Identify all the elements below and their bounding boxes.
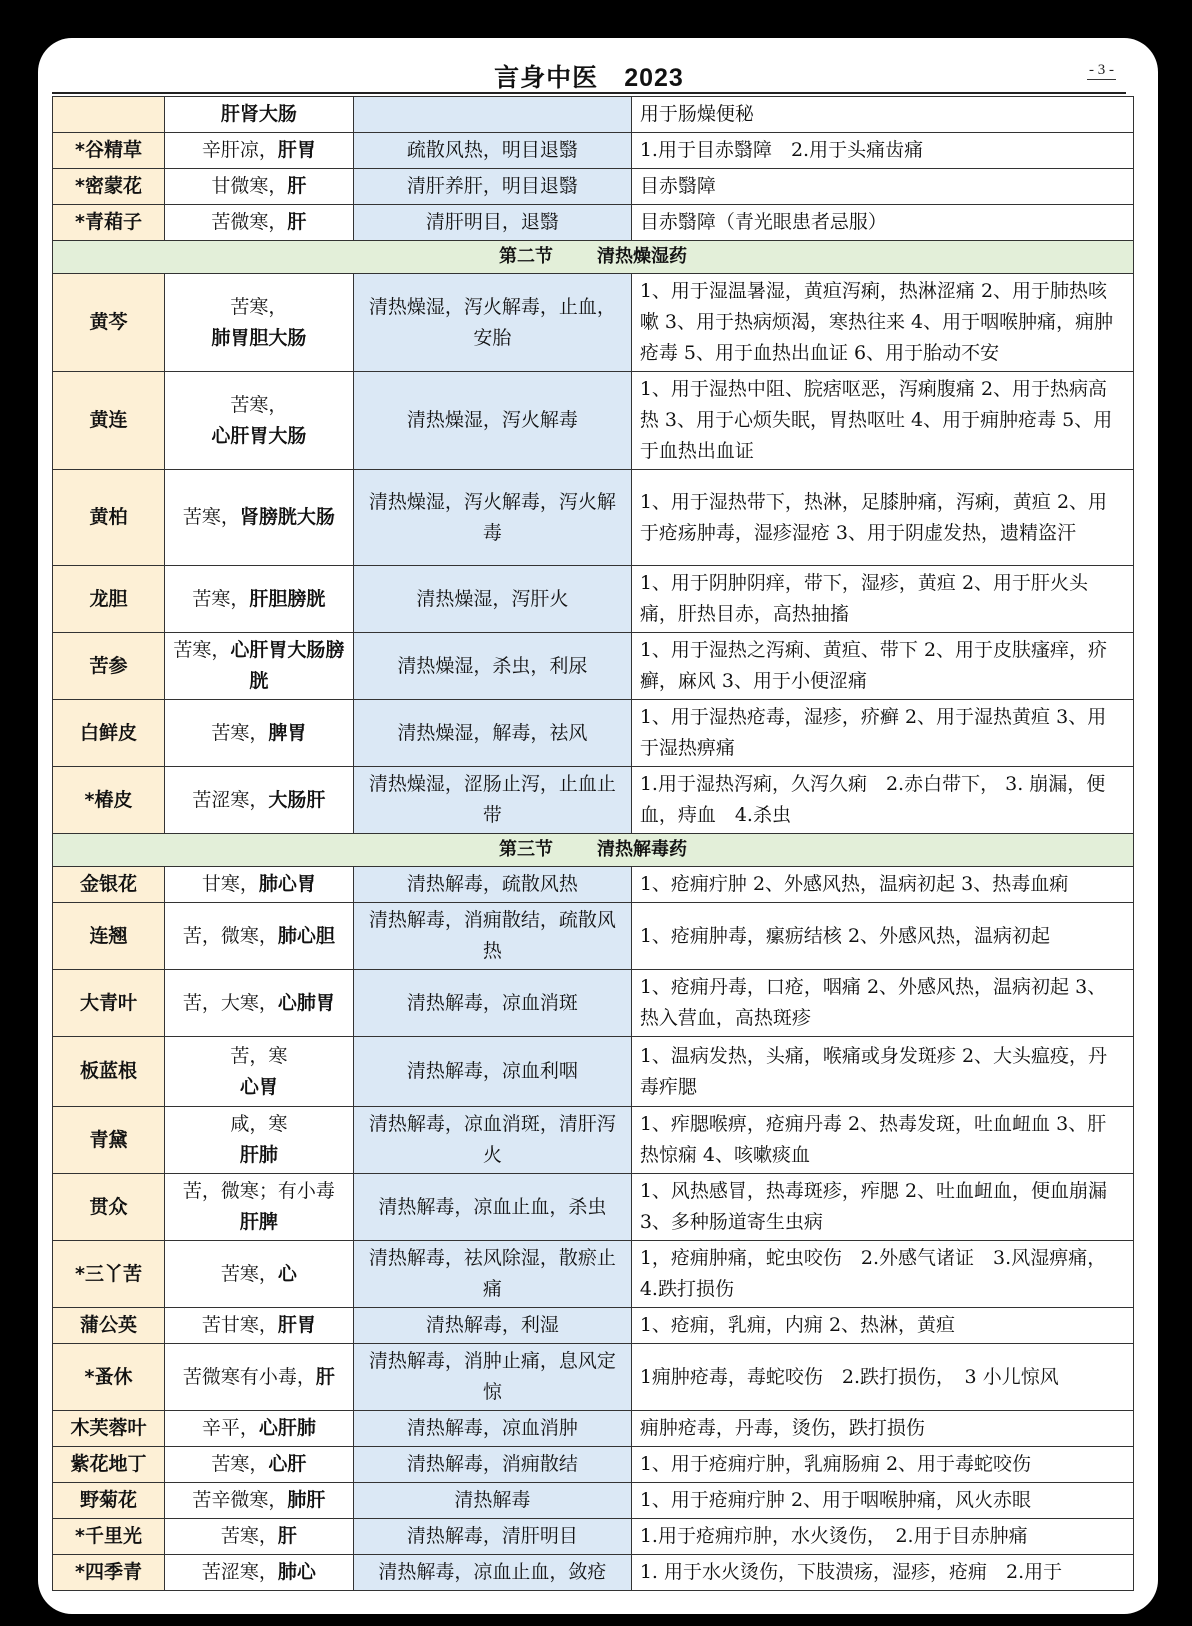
herb-row (53, 169, 1134, 205)
herb-uses: 痈肿疮毒，丹毒，烫伤，跌打损伤 (631, 1411, 1133, 1447)
herb-name: 黄芩 (53, 274, 165, 372)
herb-uses: 1、痄腮喉痹，疮痈丹毒 2、热毒发斑，吐血衄血 3、肝热惊痫 4、咳嗽痰血 (631, 1107, 1133, 1174)
herb-effect: 清热解毒，利湿 (353, 1308, 631, 1344)
herb-effect: 清热解毒，凉血止血，杀虫 (353, 1174, 631, 1241)
herb-row (53, 1483, 1134, 1519)
herb-effect: 清热解毒，清肝明目 (353, 1519, 631, 1555)
herb-effect: 清热解毒，消痈散结 (353, 1447, 631, 1483)
herb-name: *蚤休 (53, 1344, 165, 1411)
herb-property: 苦寒， (182, 506, 240, 528)
herb-uses: 1、用于阴肿阴痒，带下，湿疹，黄疸 2、用于肝火头痛，肝热目赤，高热抽搐 (631, 566, 1133, 633)
herb-row (53, 700, 1134, 767)
herb-meridian: 肝 (277, 1525, 297, 1547)
herb-property: 苦寒， (211, 1453, 269, 1475)
herb-property-meridian (165, 633, 354, 700)
herb-uses: 1、用于湿温暑湿，黄疸泻痢，热淋涩痛 2、用于肺热咳嗽 3、用于热病烦渴，寒热往来 4、用于咽喉肿痛，痈肿疮毒 5、用于血热出血证 6、用于胎动不安 (631, 274, 1133, 372)
herb-property: 苦微寒， (211, 211, 288, 233)
herb-property: 苦辛微寒， (192, 1489, 288, 1511)
herb-name: 连翘 (53, 903, 165, 970)
herb-property: 苦寒， (220, 1262, 278, 1285)
herb-property: 咸，寒 (230, 1113, 288, 1135)
herb-property-meridian (165, 566, 354, 633)
herb-meridian: 肝 (287, 175, 307, 197)
herb-uses: 1、用于疮痈疔肿，乳痈肠痈 2、用于毒蛇咬伤 (631, 1447, 1133, 1483)
herb-effect: 清热燥湿，泻火解毒，止血，安胎 (353, 274, 631, 372)
herb-meridian: 肺心 (277, 1561, 316, 1583)
herb-effect: 清热燥湿，泻肝火 (353, 566, 631, 633)
herb-row (53, 1555, 1134, 1591)
herb-meridian: 心胃 (239, 1075, 278, 1098)
herb-property: 苦寒， (220, 1525, 278, 1547)
herb-uses: 1.用于疮痈疖肿，水火烫伤， 2.用于目赤肿痛 (631, 1519, 1133, 1555)
herb-uses: 1痈肿疮毒，毒蛇咬伤 2.跌打损伤， 3 小儿惊风 (631, 1344, 1133, 1411)
herb-uses: 1，疮痈肿痛，蛇虫咬伤 2.外感气诸证 3.风湿痹痛， 4.跌打损伤 (631, 1241, 1133, 1308)
herb-meridian: 肝脾 (239, 1211, 278, 1233)
herb-name: *千里光 (53, 1519, 165, 1555)
herb-effect: 清热燥湿，涩肠止泻，止血止带 (353, 767, 631, 834)
herb-effect: 清热解毒，消痈散结，疏散风热 (353, 903, 631, 970)
herb-row (53, 903, 1134, 970)
herb-name: *青葙子 (53, 205, 165, 241)
herb-uses: 1、用于湿热之泻痢、黄疸、带下 2、用于皮肤瘙痒，疥癣，麻风 3、用于小便涩痛 (631, 633, 1133, 700)
herb-meridian: 肾膀胱大肠 (239, 506, 335, 528)
herb-effect: 清热解毒，凉血止血，敛疮 (353, 1555, 631, 1591)
herb-uses: 1、用于湿热中阻、脘痞呕恶，泻痢腹痛 2、用于热病高热 3、用于心烦失眠，胃热呕吐 4、用于痈肿疮毒 5、用于血热出血证 (631, 372, 1133, 470)
section-title (53, 834, 1134, 867)
herb-row (53, 1037, 1134, 1107)
herb-uses: 1.用于湿热泻痢，久泻久痢 2.赤白带下， 3. 崩漏，便血，痔血 4.杀虫 (631, 767, 1133, 834)
page-header (52, 52, 1126, 94)
herb-property-meridian (165, 133, 354, 169)
herb-effect: 清热解毒 (353, 1483, 631, 1519)
herb-uses: 1、疮痈，乳痈，内痈 2、热淋，黄疸 (631, 1308, 1133, 1344)
herb-property: 苦寒， (173, 639, 231, 661)
herb-effect: 清热解毒，疏散风热 (353, 867, 631, 903)
herb-uses: 1、用于湿热带下，热淋，足膝肿痛，泻痢，黄疸 2、用于疮疡肿毒，湿疹湿疮 3、用于阴虚发热，遗精盗汗 (631, 470, 1133, 566)
herb-property-meridian (165, 470, 354, 566)
herb-uses: 1、用于疮痈疔肿 2、用于咽喉肿痛，风火赤眼 (631, 1483, 1133, 1519)
herb-name: 白鲜皮 (53, 700, 165, 767)
herb-row (53, 1411, 1134, 1447)
herb-row (53, 633, 1134, 700)
herb-row (53, 1344, 1134, 1411)
herb-effect: 清热燥湿，泻火解毒 (353, 372, 631, 470)
herb-property-meridian (165, 867, 354, 903)
title-year: 2023 (624, 64, 684, 92)
herb-property-meridian (165, 1519, 354, 1555)
herb-uses: 1.用于目赤翳障 2.用于头痛齿痛 (631, 133, 1133, 169)
herb-table (52, 96, 1134, 1591)
herb-meridian: 大肠肝 (268, 788, 326, 811)
herb-row (53, 372, 1134, 470)
title-text: 言身中医 (494, 63, 599, 92)
herb-property-meridian (165, 903, 354, 970)
herb-meridian: 心肺胃 (277, 991, 335, 1014)
herb-row (53, 1519, 1134, 1555)
herb-property: 甘微寒， (211, 175, 288, 197)
herb-meridian: 肝胆膀胱 (249, 587, 326, 610)
herb-effect: 清热解毒，凉血消肿 (353, 1411, 631, 1447)
herb-property: 苦寒， (230, 393, 288, 416)
herb-meridian: 心肝 (268, 1453, 307, 1475)
herb-property-meridian (165, 1037, 354, 1107)
herb-property-meridian (165, 1308, 354, 1344)
herb-property: 苦寒， (192, 587, 250, 610)
herb-row (53, 767, 1134, 834)
herb-row (53, 470, 1134, 566)
herb-uses: 目赤翳障 (631, 169, 1133, 205)
herb-row (53, 566, 1134, 633)
herb-effect: 疏散风热，明目退翳 (353, 133, 631, 169)
herb-name: 贯众 (53, 1174, 165, 1241)
herb-name: 黄连 (53, 372, 165, 470)
herb-property-meridian (165, 1107, 354, 1174)
herb-property-meridian (165, 205, 354, 241)
herb-uses: 1、疮痈疔肿 2、外感风热，温病初起 3、热毒血痢 (631, 867, 1133, 903)
herb-property-meridian (165, 1411, 354, 1447)
herb-effect: 清热解毒，凉血消斑 (353, 970, 631, 1037)
herb-name: 木芙蓉叶 (53, 1411, 165, 1447)
herb-property: 苦，大寒， (182, 991, 278, 1014)
herb-meridian: 心肝肺 (258, 1417, 316, 1439)
herb-property-meridian (165, 169, 354, 205)
herb-property-meridian (165, 97, 354, 133)
herb-name: 黄柏 (53, 470, 165, 566)
herb-property-meridian (165, 372, 354, 470)
section-name: 清热解毒药 (597, 839, 687, 860)
page-number: - 3 - (1089, 62, 1114, 78)
herb-name: 大青叶 (53, 970, 165, 1037)
herb-name: 金银花 (53, 867, 165, 903)
herb-meridian: 肝肺 (239, 1144, 278, 1166)
herb-row (53, 133, 1134, 169)
herb-name: *密蒙花 (53, 169, 165, 205)
herb-meridian: 脾胃 (268, 721, 307, 744)
section-name: 清热燥湿药 (597, 246, 687, 267)
herb-meridian: 肝胃 (277, 139, 316, 161)
section-label: 第二节 (499, 246, 553, 267)
herb-property: 辛肝凉， (201, 139, 278, 161)
herb-meridian: 肝 (287, 211, 307, 233)
herb-uses: 1、温病发热，头痛，喉痛或身发斑疹 2、大头瘟疫，丹毒痄腮 (631, 1037, 1133, 1107)
herb-property-meridian (165, 274, 354, 372)
herb-property: 苦寒， (211, 721, 269, 744)
herb-meridian: 肺胃胆大肠 (211, 326, 307, 349)
document-title (52, 58, 1126, 94)
herb-property: 苦寒， (230, 295, 288, 318)
herb-row (53, 1174, 1134, 1241)
herb-row (53, 1447, 1134, 1483)
herb-effect: 清热燥湿，杀虫，利尿 (353, 633, 631, 700)
herb-uses: 目赤翳障（青光眼患者忌服） (631, 205, 1133, 241)
herb-effect: 清热解毒，祛风除湿，散瘀止痛 (353, 1241, 631, 1308)
herb-uses: 1、风热感冒，热毒斑疹，痄腮 2、吐血衄血，便血崩漏 3、多种肠道寄生虫病 (631, 1174, 1133, 1241)
section-title (53, 241, 1134, 274)
herb-effect: 清热解毒，凉血消斑，清肝泻火 (353, 1107, 631, 1174)
herb-row (53, 1107, 1134, 1174)
herb-property: 苦微寒有小毒， (182, 1365, 316, 1388)
herb-effect: 清肝养肝，明目退翳 (353, 169, 631, 205)
herb-property: 苦涩寒， (201, 1561, 278, 1583)
herb-property: 苦，微寒；有小毒 (182, 1180, 335, 1202)
herb-property: 苦涩寒， (192, 788, 269, 811)
herb-meridian: 肝肾大肠 (220, 103, 297, 125)
herb-name: 苦参 (53, 633, 165, 700)
herb-effect: 清热解毒，凉血利咽 (353, 1037, 631, 1107)
herb-uses: 1、用于湿热疮毒，湿疹，疥癣 2、用于湿热黄疸 3、用于湿热痹痛 (631, 700, 1133, 767)
herb-name: *谷精草 (53, 133, 165, 169)
herb-meridian: 心肝胃大肠膀胱 (230, 639, 345, 692)
herb-effect: 清热燥湿，解毒，祛风 (353, 700, 631, 767)
herb-effect: 清热解毒，消肿止痛，息风定惊 (353, 1344, 631, 1411)
herb-property-meridian (165, 767, 354, 834)
herb-meridian: 肝胃 (277, 1314, 316, 1336)
herb-meridian: 肺心胃 (258, 873, 316, 895)
herb-row (53, 97, 1134, 133)
herb-row (53, 1308, 1134, 1344)
herb-property: 甘寒， (201, 873, 259, 895)
herb-property-meridian (165, 970, 354, 1037)
herb-property-meridian (165, 1447, 354, 1483)
herb-meridian: 心 (277, 1262, 297, 1285)
herb-name: 蒲公英 (53, 1308, 165, 1344)
herb-meridian: 心肝胃大肠 (211, 424, 307, 447)
herb-property-meridian (165, 1483, 354, 1519)
section-header-row (53, 834, 1134, 867)
herb-row (53, 205, 1134, 241)
herb-uses: 用于肠燥便秘 (631, 97, 1133, 133)
herb-property: 苦，寒 (230, 1044, 288, 1067)
herb-name: 板蓝根 (53, 1037, 165, 1107)
herb-effect (353, 97, 631, 133)
herb-uses: 1、疮痈肿毒，瘰疬结核 2、外感风热，温病初起 (631, 903, 1133, 970)
herb-meridian: 肝 (315, 1365, 335, 1388)
herb-property-meridian (165, 1555, 354, 1591)
herb-property: 苦，微寒， (182, 924, 278, 947)
herb-row (53, 970, 1134, 1037)
herb-property: 辛平， (201, 1417, 259, 1439)
herb-meridian: 肺心胆 (277, 924, 335, 947)
herb-property-meridian (165, 700, 354, 767)
herb-uses: 1. 用于水火烫伤，下肢溃疡，湿疹，疮痈 2.用于 (631, 1555, 1133, 1591)
herb-row (53, 274, 1134, 372)
herb-name: *椿皮 (53, 767, 165, 834)
herb-property-meridian (165, 1344, 354, 1411)
herb-name: *四季青 (53, 1555, 165, 1591)
herb-name: 紫花地丁 (53, 1447, 165, 1483)
herb-property-meridian (165, 1174, 354, 1241)
herb-name: 龙胆 (53, 566, 165, 633)
section-label: 第三节 (499, 839, 553, 860)
herb-row (53, 1241, 1134, 1308)
document-page (38, 38, 1158, 1614)
herb-table-body (53, 97, 1134, 1591)
herb-name: *三丫苦 (53, 1241, 165, 1308)
herb-name: 野菊花 (53, 1483, 165, 1519)
herb-property: 苦甘寒， (201, 1314, 278, 1336)
herb-property-meridian (165, 1241, 354, 1308)
herb-uses: 1、疮痈丹毒，口疮，咽痛 2、外感风热，温病初起 3、热入营血，高热斑疹 (631, 970, 1133, 1037)
section-header-row (53, 241, 1134, 274)
herb-name (53, 97, 165, 133)
herb-row (53, 867, 1134, 903)
herb-name: 青黛 (53, 1107, 165, 1174)
herb-effect: 清热燥湿，泻火解毒，泻火解毒 (353, 470, 631, 566)
herb-meridian: 肺肝 (287, 1489, 326, 1511)
herb-effect: 清肝明目，退翳 (353, 205, 631, 241)
